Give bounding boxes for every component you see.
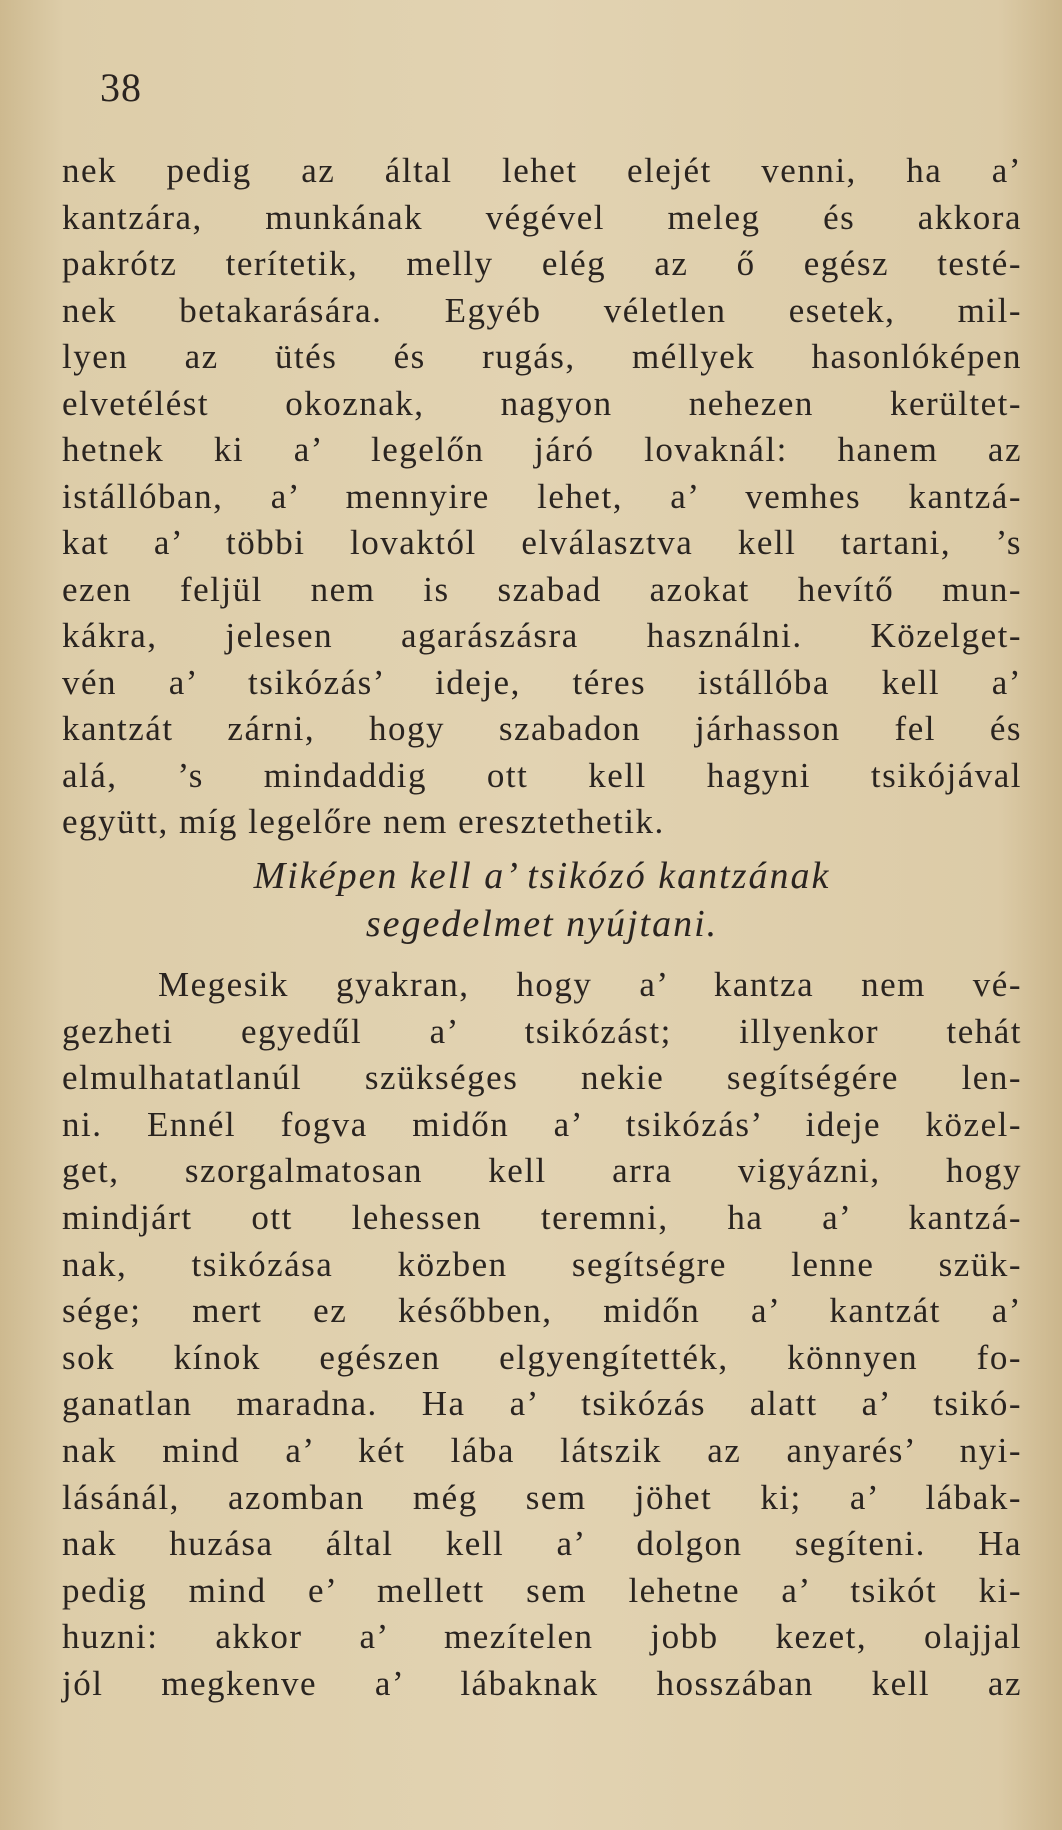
text-line: együtt, míg legelőre nem eresztethetik.	[62, 802, 665, 841]
text-line: lásánál, azomban még sem jöhet ki; a’ lábak-	[62, 1477, 1022, 1517]
text-line: kat a’ többi lovaktól elválasztva kell tartani, ’s	[62, 523, 1022, 562]
text-line: sége; mert ez későbben, midőn a’ kantzát a’	[62, 1291, 1022, 1331]
text-line: kantzát zárni, hogy szabadon járhasson fel és	[62, 709, 1022, 748]
text-line: elmulhatatlanúl szükséges nekie segítségére len-	[62, 1058, 1022, 1098]
text-line: get, szorgalmatosan kell arra vigyázni, hogy	[62, 1151, 1022, 1191]
text-line: hetnek ki a’ legelőn járó lovaknál: hanem az	[62, 430, 1022, 469]
heading-line: Miképen kell a’ tsikózó kantzának	[253, 855, 831, 897]
text-line: lyen az ütés és rugás, méllyek hasonlóképen	[62, 337, 1022, 376]
text-line: nek betakarására. Egyéb véletlen esetek, mil-	[62, 290, 1022, 330]
text-line: pedig mind e’ mellett sem lehetne a’ tsikót ki-	[62, 1570, 1022, 1610]
text-line: sok kínok egészen elgyengítették, könnyen fo-	[62, 1337, 1022, 1377]
heading-line: segedelmet nyújtani.	[365, 903, 719, 945]
text-line: kantzára, munkának végével meleg és akkora	[62, 197, 1022, 237]
text-line: huzni: akkor a’ mezítelen jobb kezet, olajjal	[62, 1617, 1022, 1657]
text-line: kákra, jelesen agarászásra használni. Közelget-	[62, 616, 1022, 655]
paragraph-2	[62, 962, 1022, 1708]
text-line: nek pedig az által lehet elejét venni, ha a’	[62, 151, 1022, 190]
text-line: nak mind a’ két lába látszik az anyarés’ nyi-	[62, 1430, 1022, 1470]
text-line: alá, ’s mindaddig ott kell hagyni tsikójával	[62, 755, 1022, 795]
text-line: ganatlan maradna. Ha a’ tsikózás alatt a’ tsikó-	[62, 1384, 1022, 1424]
text-line: jól megkenve a’ lábaknak hosszában kell az	[62, 1663, 1022, 1703]
section-heading	[62, 852, 1022, 948]
text-line: ezen feljül nem is szabad azokat hevítő mun-	[62, 569, 1022, 609]
text-line: Megesik gyakran, hogy a’ kantza nem vé-	[158, 965, 1022, 1004]
text-line: nak huzása által kell a’ dolgon segíteni. Ha	[62, 1524, 1022, 1564]
text-line: ni. Ennél fogva midőn a’ tsikózás’ ideje közel-	[62, 1104, 1022, 1144]
text-line: elvetélést okoznak, nagyon nehezen kerültet-	[62, 383, 1022, 423]
text-line: nak, tsikózása közben segítségre lenne szük-	[62, 1244, 1022, 1284]
text-line: pakrótz terítetik, melly elég az ő egész testé-	[62, 244, 1022, 283]
text-line: istállóban, a’ mennyire lehet, a’ vemhes kantzá-	[62, 476, 1022, 516]
page-number: 38	[100, 65, 142, 110]
text-line: vén a’ tsikózás’ ideje, téres istállóba kell a’	[62, 662, 1022, 702]
paragraph-1	[62, 148, 1022, 846]
text-line: mindjárt ott lehessen teremni, ha a’ kantzá-	[62, 1197, 1022, 1237]
text-line: gezheti egyedűl a’ tsikózást; illyenkor tehát	[62, 1011, 1022, 1051]
